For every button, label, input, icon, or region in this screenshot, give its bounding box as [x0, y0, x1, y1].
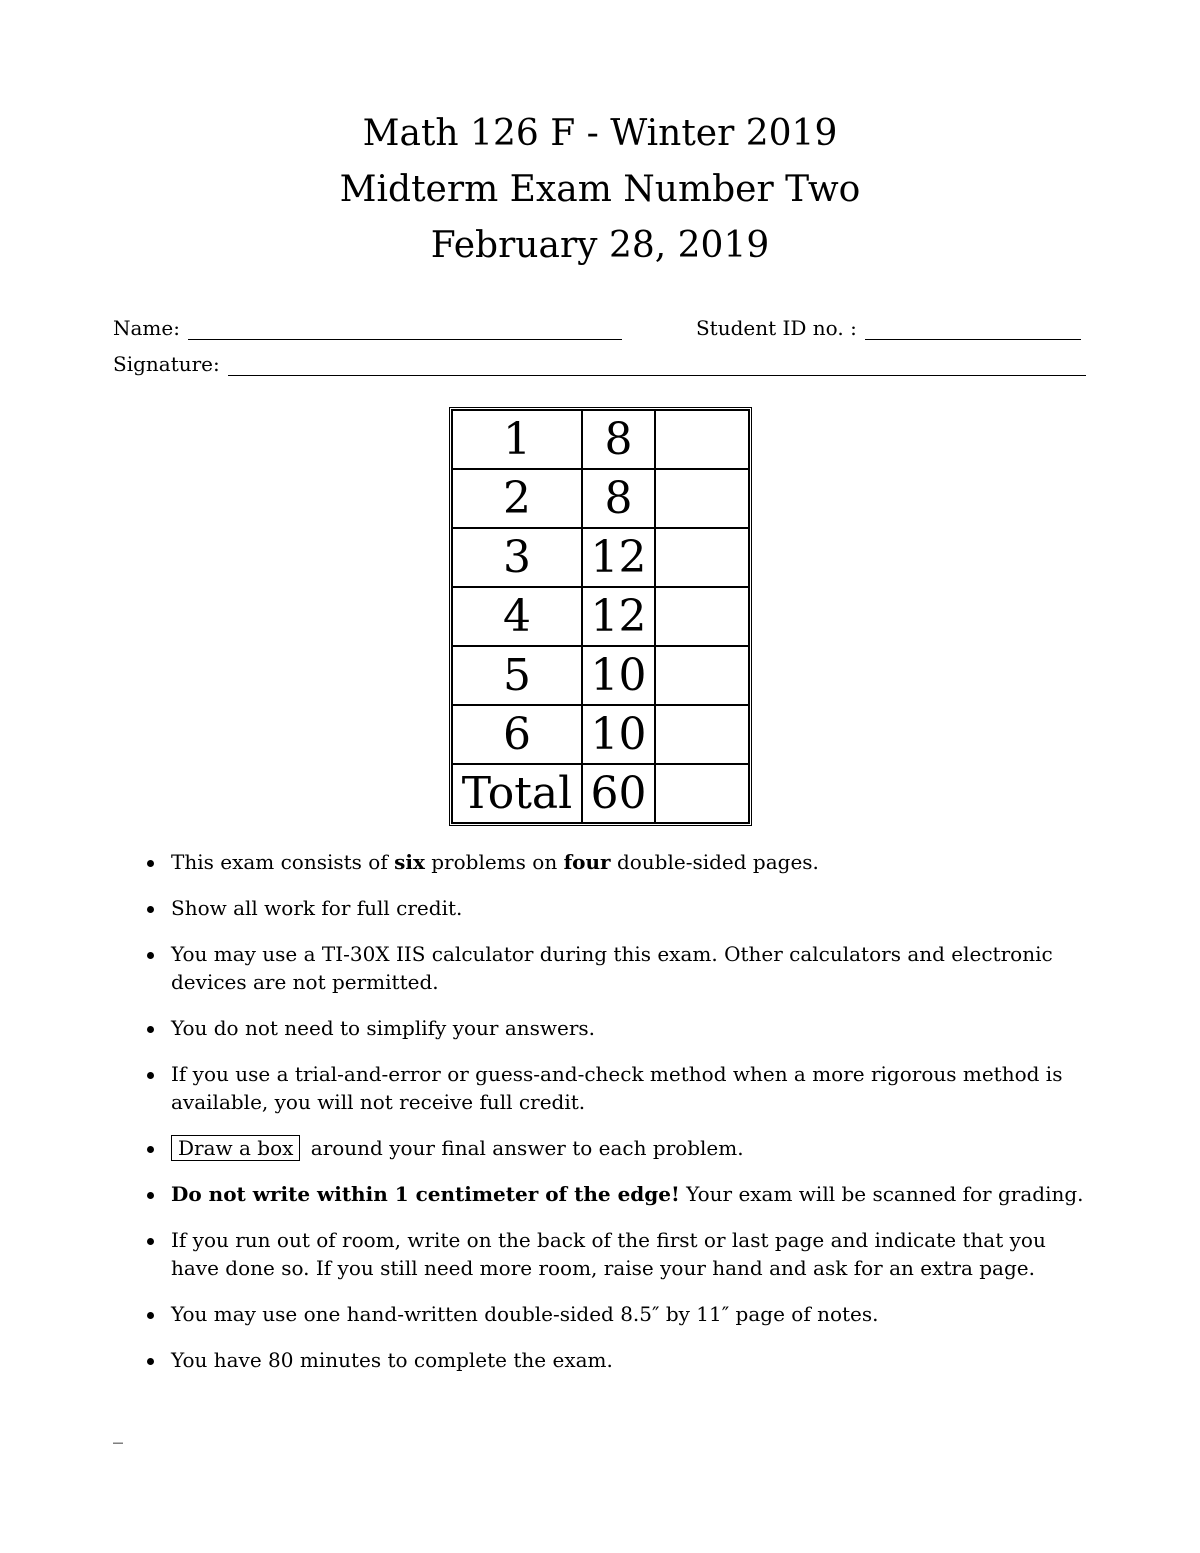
- exam-header: [0, 106, 1200, 274]
- total-row: [452, 764, 749, 823]
- bullet-icon: [147, 1312, 154, 1319]
- bullet-icon: [147, 1146, 154, 1153]
- instruction-text: double-sided pages.: [610, 850, 819, 874]
- score-cell[interactable]: [655, 528, 749, 587]
- problem-number: 1: [452, 410, 582, 469]
- problem-points: 12: [582, 587, 655, 646]
- problem-points: 10: [582, 705, 655, 764]
- bullet-icon: [147, 860, 154, 867]
- student-id-field[interactable]: [865, 317, 1081, 340]
- instruction-emphasis: four: [563, 850, 611, 874]
- footer-mark: _: [113, 1420, 123, 1444]
- instruction-text: You do not need to simplify your answers.: [171, 1016, 596, 1040]
- table-row: [452, 528, 749, 587]
- list-item: [147, 1014, 1092, 1042]
- bullet-icon: [147, 906, 154, 913]
- total-label: Total: [452, 764, 582, 823]
- score-cell[interactable]: [655, 410, 749, 469]
- name-label: Name:: [113, 316, 180, 340]
- list-item: [147, 1226, 1092, 1282]
- student-id-label: Student ID no. :: [695, 316, 857, 340]
- exam-title: Midterm Exam Number Two: [339, 169, 861, 210]
- instruction-text: If you use a trial-and-error or guess-and-check method when a more rigorous method is available, you will not receive full credit.: [171, 1062, 1063, 1114]
- table-row: [452, 646, 749, 705]
- problem-number: 6: [452, 705, 582, 764]
- problem-points: 10: [582, 646, 655, 705]
- score-cell[interactable]: [655, 705, 749, 764]
- list-item: [147, 1180, 1092, 1208]
- course-title: Math 126 F - Winter 2019: [362, 113, 838, 154]
- table-row: [452, 410, 749, 469]
- table-row: [452, 705, 749, 764]
- signature-field[interactable]: [228, 353, 1086, 376]
- instruction-text: You may use one hand-written double-sided 8.5″ by 11″ page of notes.: [171, 1302, 879, 1326]
- score-table: [449, 407, 752, 826]
- name-row: [113, 316, 1081, 340]
- problem-number: 2: [452, 469, 582, 528]
- list-item: [147, 1346, 1092, 1374]
- signature-label: Signature:: [113, 352, 220, 376]
- list-item: [147, 848, 1092, 876]
- list-item: [147, 1060, 1092, 1116]
- bullet-icon: [147, 1238, 154, 1245]
- score-cell[interactable]: [655, 587, 749, 646]
- instruction-emphasis: Do not write within 1 centimeter of the edge!: [171, 1182, 680, 1206]
- problem-points: 8: [582, 469, 655, 528]
- instruction-text: This exam consists of: [171, 850, 395, 874]
- instruction-emphasis: six: [394, 850, 425, 874]
- list-item: [147, 894, 1092, 922]
- instruction-text: Your exam will be scanned for grading.: [679, 1182, 1084, 1206]
- exam-date: February 28, 2019: [430, 225, 770, 266]
- instruction-text: You have 80 minutes to complete the exam.: [171, 1348, 613, 1372]
- total-score-cell[interactable]: [655, 764, 749, 823]
- bullet-icon: [147, 1192, 154, 1199]
- list-item: [147, 1300, 1092, 1328]
- score-cell[interactable]: [655, 646, 749, 705]
- problem-number: 4: [452, 587, 582, 646]
- problem-number: 5: [452, 646, 582, 705]
- instruction-text: If you run out of room, write on the back of the first or last page and indicate that you have done so. If you still need more room, raise your hand and ask for an extra page.: [171, 1228, 1046, 1280]
- bullet-icon: [147, 1072, 154, 1079]
- bullet-icon: [147, 952, 154, 959]
- total-points: 60: [582, 764, 655, 823]
- table-row: [452, 587, 749, 646]
- name-field[interactable]: [188, 317, 622, 340]
- list-item: [147, 1134, 1092, 1162]
- problem-points: 8: [582, 410, 655, 469]
- instruction-text: problems on: [424, 850, 564, 874]
- problem-points: 12: [582, 528, 655, 587]
- signature-row: [113, 352, 1086, 376]
- problem-number: 3: [452, 528, 582, 587]
- bullet-icon: [147, 1358, 154, 1365]
- instruction-text: around your final answer to each problem.: [310, 1136, 744, 1160]
- bullet-icon: [147, 1026, 154, 1033]
- table-row: [452, 469, 749, 528]
- instructions-list: [147, 848, 1092, 1392]
- score-cell[interactable]: [655, 469, 749, 528]
- boxed-text: Draw a box: [171, 1135, 300, 1161]
- instruction-text: Show all work for full credit.: [171, 896, 463, 920]
- list-item: [147, 940, 1092, 996]
- instruction-text: You may use a TI-30X IIS calculator during this exam. Other calculators and electronic devices are not permitted.: [171, 942, 1053, 994]
